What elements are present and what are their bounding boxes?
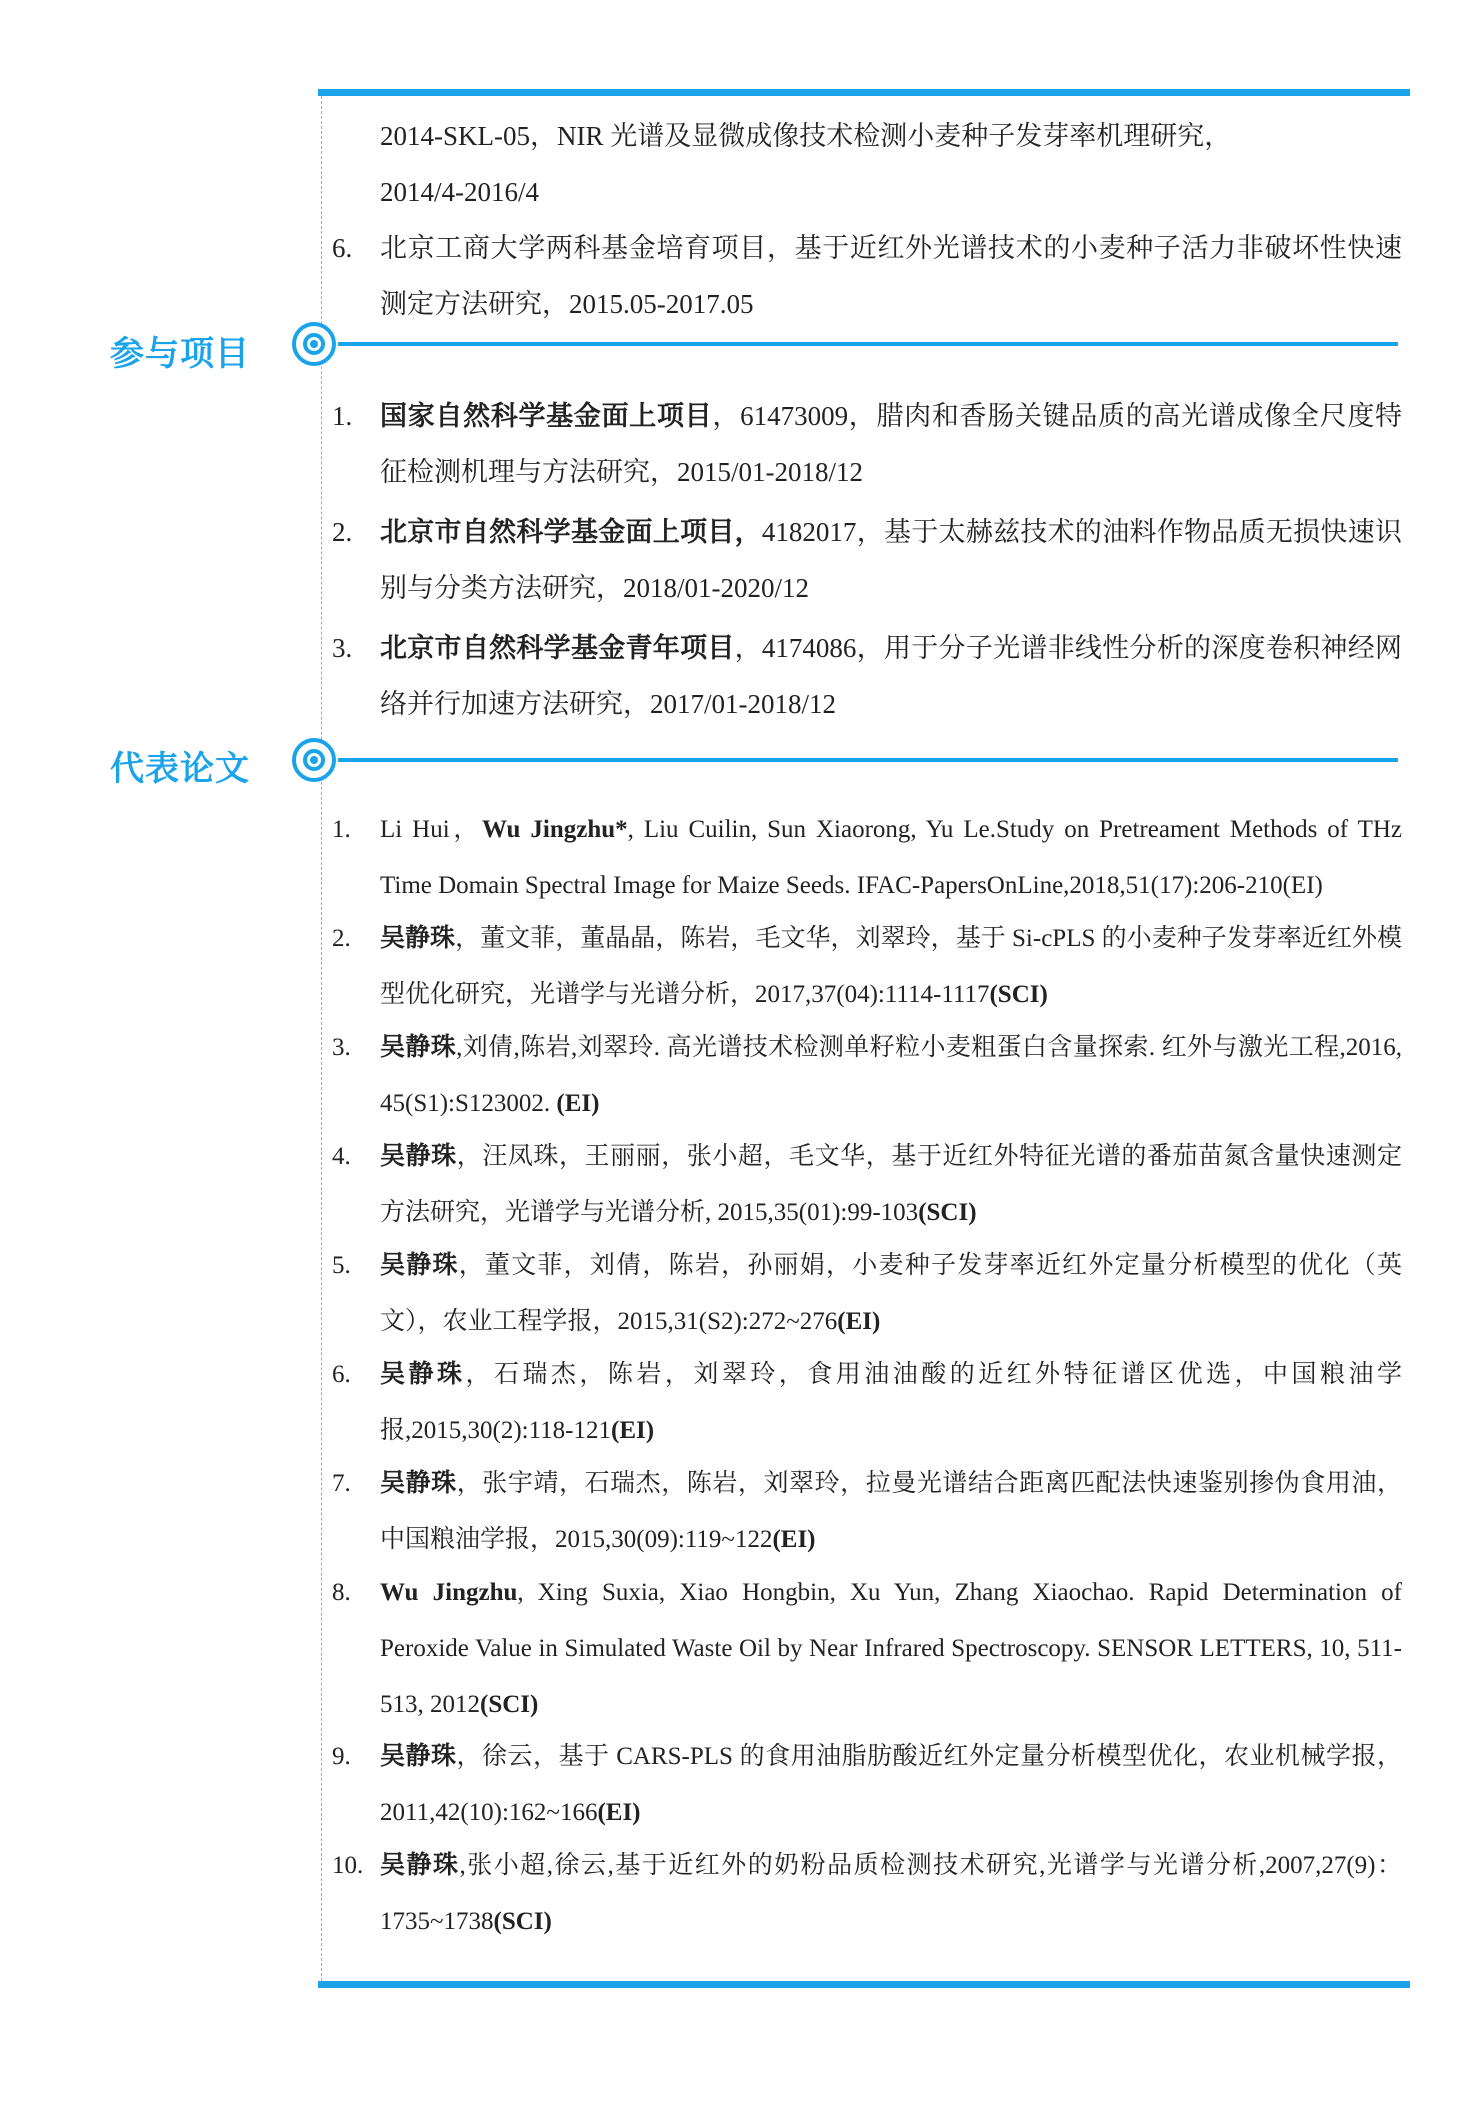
paper-item (380, 1456, 1402, 1568)
continued-project-item-6: 北京工商大学两科基金培育项目，基于近红外光谱技术的小麦种子活力非破坏性快速测定方法研究，2015.05-2017.05 (380, 233, 1402, 319)
paper-index-tag: (EI) (611, 1417, 655, 1444)
paper-item (380, 802, 1402, 914)
paper-index-tag: (SCI) (480, 1691, 539, 1718)
paper-citation: ，石瑞杰，陈岩，刘翠玲，食用油油酸的近红外特征谱区优选，中国粮油学报,2015,30(2):118-121 (380, 1361, 1402, 1444)
project-detail: ，61473009，腊肉和香肠关键品质的高光谱成像全尺度特征检测机理与方法研究，2015/01-2018/12 (380, 401, 1403, 487)
list-item-number: 1. (332, 401, 353, 431)
paper-item (380, 1238, 1402, 1350)
paper-item (380, 911, 1402, 1023)
bottom-divider-bar (318, 1981, 1410, 1988)
list-item-number: 2. (332, 517, 353, 547)
paper-citation: ，汪凤珠，王丽丽，张小超，毛文华，基于近红外特征光谱的番茄苗氮含量快速测定方法研究，光谱学与光谱分析, 2015,35(01):99-103 (380, 1143, 1402, 1226)
paper-author-highlight: 吴静珠 (380, 1361, 466, 1388)
paper-author-highlight: 吴静珠 (380, 1470, 457, 1497)
project-funding-title: 北京市自然科学基金青年项目 (380, 633, 735, 663)
continued-project-line: 2014-SKL-05，NIR 光谱及显微成像技术检测小麦种子发芽率机理研究， 2014/4-2016/4 (380, 121, 1232, 207)
paper-citation: ，徐云，基于 CARS-PLS 的食用油脂肪酸近红外定量分析模型优化，农业机械学报，2011,42(10):162~166 (380, 1743, 1402, 1826)
list-item-number: 6. (332, 233, 353, 263)
list-item-number: 1. (332, 816, 351, 843)
section-divider-papers (338, 758, 1398, 762)
paper-author-highlight: 吴静珠 (380, 925, 456, 952)
list-item-number: 3. (332, 633, 353, 663)
paper-citation: ,张小超,徐云,基于近红外的奶粉品质检测技术研究,光谱学与光谱分析,2007,27(9)：1735~1738 (380, 1852, 1402, 1935)
list-item-number: 9. (332, 1743, 351, 1770)
project-funding-title: 国家自然科学基金面上项目 (380, 401, 713, 431)
project-detail: 4182017，基于太赫兹技术的油料作物品质无损快速识别与分类方法研究，2018/01-2020/12 (380, 517, 1403, 603)
paper-coauthor: Li Hui， (380, 816, 482, 843)
paper-citation: ,刘倩,陈岩,刘翠玲. 高光谱技术检测单籽粒小麦粗蛋白含量探索. 红外与激光工程,2016, 45(S1):S123002. (380, 1034, 1402, 1117)
paper-index-tag: (SCI) (493, 1908, 552, 1935)
paper-author-highlight: 吴静珠 (380, 1743, 457, 1770)
paper-citation: , Liu Cuilin, Sun Xiaorong, Yu Le.Study on Pretreament Methods of THz Time Domain Spectral Image for Maize Seeds. IFAC-PapersOnLine,2018,51(17):206-210(EI) (380, 816, 1403, 899)
section-title-papers: 代表论文 (110, 749, 250, 789)
top-divider-bar (318, 89, 1410, 96)
section-title-projects: 参与项目 (110, 334, 250, 374)
paper-index-tag: (SCI) (918, 1199, 977, 1226)
list-item-number: 2. (332, 925, 351, 952)
project-item (380, 388, 1402, 500)
section-divider-projects (338, 342, 1398, 346)
list-item-number: 3. (332, 1034, 351, 1061)
paper-index-tag: (EI) (597, 1799, 641, 1826)
list-item-number: 8. (332, 1579, 351, 1606)
paper-author-highlight: Wu Jingzhu* (482, 816, 628, 843)
paper-item (380, 1129, 1402, 1241)
project-detail: ，4174086，用于分子光谱非线性分析的深度卷积神经网络并行加速方法研究，2017/01-2018/12 (380, 633, 1403, 719)
project-item (380, 620, 1402, 732)
paper-author-highlight: 吴静珠 (380, 1852, 460, 1879)
paper-citation: ，董文菲，董晶晶，陈岩，毛文华，刘翠玲，基于 Si-cPLS 的小麦种子发芽率近红外模型优化研究，光谱学与光谱分析，2017,37(04):1114-1117 (380, 925, 1402, 1008)
concentric-circle-icon (292, 738, 336, 782)
list-item-number: 10. (332, 1852, 364, 1879)
paper-index-tag: (EI) (837, 1308, 881, 1335)
paper-item (380, 1838, 1402, 1950)
paper-citation: , Xing Suxia, Xiao Hongbin, Xu Yun, Zhang Xiaochao. Rapid Determination of Peroxide Value in Simulated Waste Oil by Near Infrared Spectroscopy. SENSOR LETTERS, 10, 511-513, 2012 (380, 1579, 1402, 1718)
list-item-number: 7. (332, 1470, 351, 1497)
paper-index-tag: (SCI) (989, 981, 1048, 1008)
paper-item (380, 1020, 1402, 1132)
paper-item (380, 1565, 1402, 1733)
list-item-number: 4. (332, 1143, 351, 1170)
paper-citation: ，董文菲，刘倩，陈岩，孙丽娟，小麦种子发芽率近红外定量分析模型的优化（英文），农业工程学报，2015,31(S2):272~276 (380, 1252, 1402, 1335)
paper-author-highlight: Wu Jingzhu (380, 1579, 518, 1606)
paper-author-highlight: 吴静珠 (380, 1143, 457, 1170)
paper-author-highlight: 吴静珠 (380, 1252, 459, 1279)
paper-item (380, 1729, 1402, 1841)
concentric-circle-icon (292, 322, 336, 366)
project-funding-title: 北京市自然科学基金面上项目， (380, 517, 762, 547)
timeline-dashed-line (321, 96, 322, 1981)
paper-author-highlight: 吴静珠 (380, 1034, 457, 1061)
list-item-number: 5. (332, 1252, 351, 1279)
paper-item (380, 1347, 1402, 1459)
list-item-number: 6. (332, 1361, 351, 1388)
paper-index-tag: (EI) (556, 1090, 600, 1117)
paper-citation: ，张宇靖，石瑞杰，陈岩，刘翠玲，拉曼光谱结合距离匹配法快速鉴别掺伪食用油，中国粮油学报，2015,30(09):119~122 (380, 1470, 1402, 1553)
project-item (380, 504, 1402, 616)
paper-index-tag: (EI) (772, 1526, 816, 1553)
